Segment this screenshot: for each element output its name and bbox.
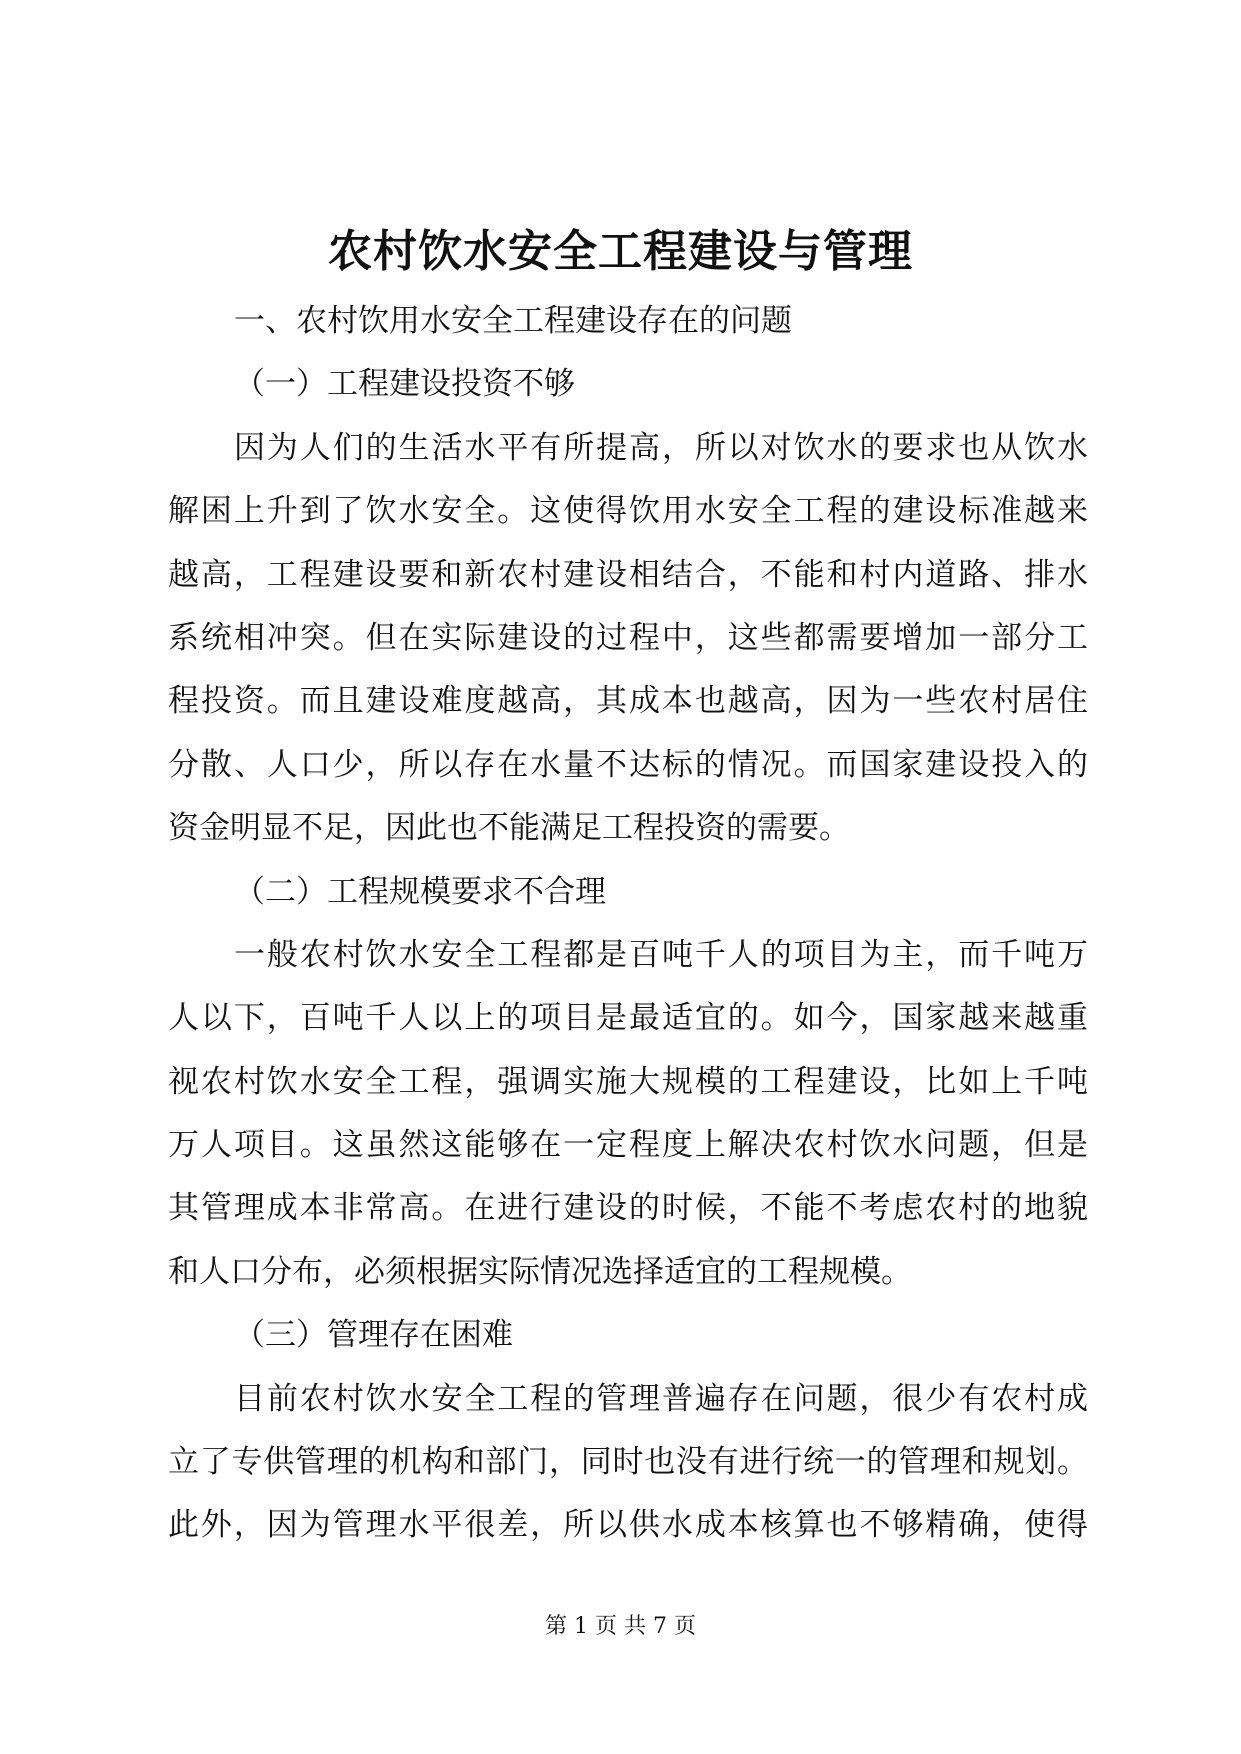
body-line: 人以下，百吨千人以上的项目是最适宜的。如今，国家越来越重 [168, 1000, 1088, 1037]
body-line: 目前农村饮水安全工程的管理普遍存在问题，很少有农村成 [234, 1380, 1088, 1417]
body-line: 越高，工程建设要和新农村建设相结合，不能和村内道路、排水 [168, 556, 1088, 593]
body-line: 资金明显不足，因此也不能满足工程投资的需要。 [168, 810, 850, 847]
document-body [168, 290, 1088, 1558]
body-line: 分散、人口少，所以存在水量不达标的情况。而国家建设投入的 [168, 746, 1088, 783]
body-line: 因为人们的生活水平有所提高，所以对饮水的要求也从饮水 [234, 429, 1088, 466]
body-line: （三）管理存在困难 [234, 1317, 513, 1354]
body-line: 程投资。而且建设难度越高，其成本也越高，因为一些农村居住 [168, 683, 1088, 720]
body-line: 和人口分布，必须根据实际情况选择适宜的工程规模。 [168, 1253, 912, 1290]
body-line: 万人项目。这虽然这能够在一定程度上解决农村饮水问题，但是 [168, 1127, 1088, 1164]
body-line: 系统相冲突。但在实际建设的过程中，这些都需要增加一部分工 [168, 619, 1088, 656]
page-footer: 第 1 页 共 7 页 [545, 1614, 696, 1639]
body-line: 立了专供管理的机构和部门，同时也没有进行统一的管理和规划。 [168, 1444, 1088, 1481]
body-line: 此外，因为管理水平很差，所以供水成本核算也不够精确，使得 [168, 1507, 1088, 1544]
document-title: 农村饮水安全工程建设与管理 [328, 226, 913, 277]
body-line: 一般农村饮水安全工程都是百吨千人的项目为主，而千吨万 [234, 936, 1088, 973]
body-line: 其管理成本非常高。在进行建设的时候，不能不考虑农村的地貌 [168, 1190, 1088, 1227]
body-line: 一、农村饮用水安全工程建设存在的问题 [234, 303, 792, 339]
body-line: （二）工程规模要求不合理 [234, 873, 606, 910]
body-line: 视农村饮水安全工程，强调实施大规模的工程建设，比如上千吨 [168, 1063, 1088, 1100]
body-line: （一）工程建设投资不够 [234, 366, 575, 403]
body-line: 解困上升到了饮水安全。这使得饮用水安全工程的建设标准越来 [168, 493, 1088, 530]
